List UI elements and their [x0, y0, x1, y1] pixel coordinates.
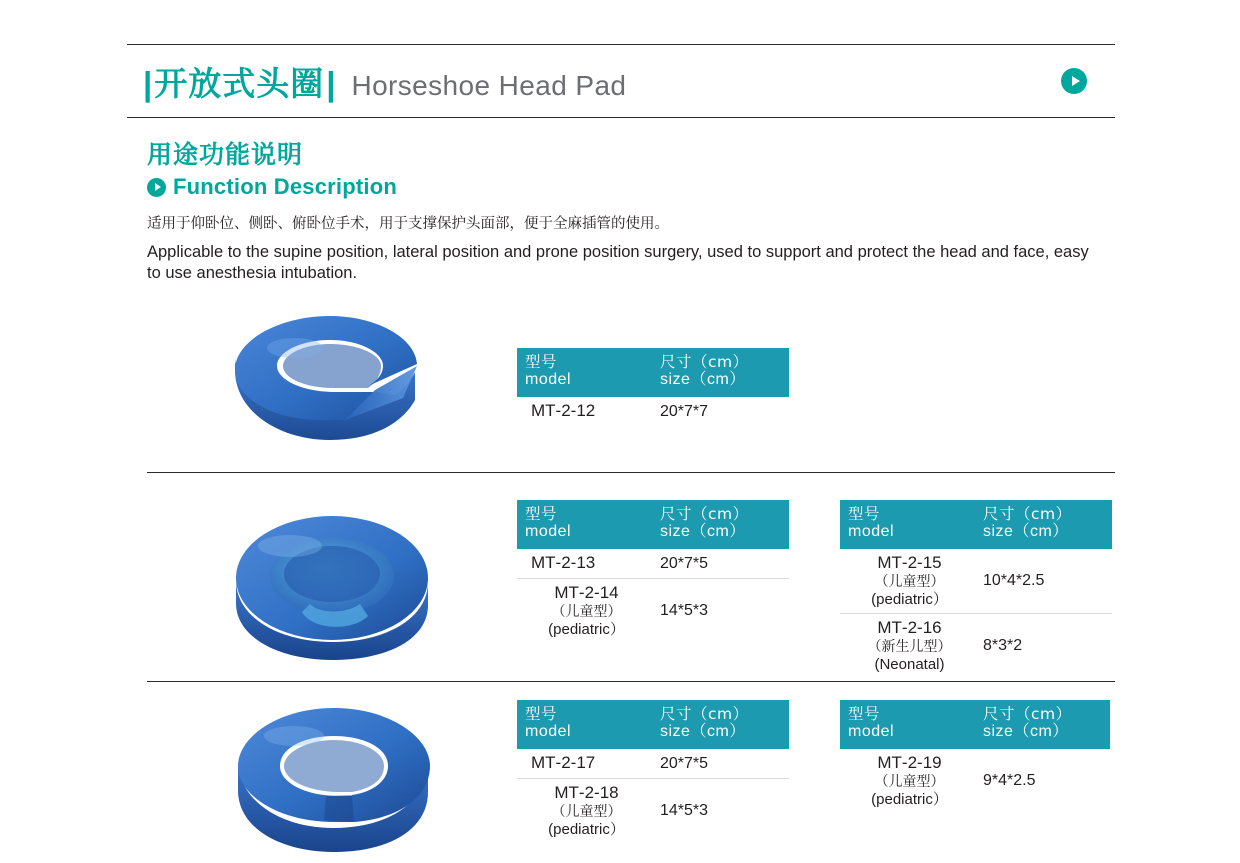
- function-description-body-en: Applicable to the supine position, lateral position and prone position surgery, used to support and protect the head and face, easy to use anesthesia intubation.: [147, 243, 1089, 282]
- cell-model: MT‑2‑13: [517, 549, 652, 578]
- header-model-cn: 型号: [525, 705, 558, 723]
- header-size-en: size（cm）: [983, 523, 1069, 541]
- header-cell-model: [840, 700, 975, 749]
- play-circle-small-icon: [147, 178, 166, 197]
- header-model-cn: 型号: [848, 505, 881, 523]
- table-row: [840, 614, 1112, 679]
- cell-size: 14*5*3: [660, 601, 709, 619]
- header-cell-size: [652, 700, 789, 749]
- header-size-cn: 尺寸（cm）: [660, 705, 749, 723]
- table-header-row: [840, 700, 1110, 749]
- header-model-en: model: [848, 723, 895, 741]
- cell-model-cn: （儿童型）: [551, 803, 622, 820]
- cell-model-en: (pediatric）: [548, 820, 625, 838]
- function-description-block: [147, 140, 1107, 284]
- header-size-cn: 尺寸（cm）: [660, 353, 749, 371]
- cell-model-code: MT‑2‑15: [877, 553, 942, 573]
- header-cell-model: [517, 348, 652, 397]
- cell-size: 9*4*2.5: [983, 772, 1036, 790]
- function-description-heading-en: Function Description: [173, 174, 397, 199]
- table-row: [517, 397, 789, 426]
- header-model-en: model: [525, 723, 572, 741]
- table-row: [517, 778, 789, 843]
- header-cell-model: [840, 500, 975, 549]
- cell-model: [840, 749, 975, 813]
- header-cell-size: [652, 500, 789, 549]
- header-size-en: size（cm）: [660, 371, 746, 389]
- cell-model: [840, 614, 975, 679]
- header-model-cn: 型号: [848, 705, 881, 723]
- header-cell-model: [517, 500, 652, 549]
- cell-model: [840, 549, 975, 614]
- cell-size: 20*7*5: [652, 549, 789, 578]
- cell-model: [517, 578, 652, 643]
- cell-model: [517, 778, 652, 843]
- size-table-3a: [517, 700, 789, 843]
- table-header-row: [517, 700, 789, 749]
- header-play-button[interactable]: [1061, 68, 1087, 94]
- cell-model-cn: （儿童型）: [874, 573, 945, 590]
- section-divider-2: [147, 681, 1115, 682]
- header-size-cn: 尺寸（cm）: [660, 505, 749, 523]
- cell-model-cn: （新生儿型）: [867, 639, 952, 655]
- header-model-cn: 型号: [525, 505, 558, 523]
- page-title: [127, 58, 1061, 105]
- cell-model-code: MT‑2‑19: [877, 753, 942, 773]
- header-cell-size: [975, 500, 1112, 549]
- table-header-row: [840, 500, 1112, 549]
- function-description-heading-en-row: [147, 174, 1107, 200]
- cell-model-code: MT‑2‑18: [554, 782, 619, 802]
- table-row: [840, 549, 1112, 614]
- cell-size: 14*5*3: [660, 801, 709, 819]
- cell-model-code: MT‑2‑14: [554, 582, 619, 602]
- header-model-en: model: [525, 371, 572, 389]
- header-size-cn: 尺寸（cm）: [983, 505, 1072, 523]
- table-header-row: [517, 348, 789, 397]
- section-divider-1: [147, 472, 1115, 473]
- cell-model-en: (pediatric）: [548, 620, 625, 638]
- function-description-heading-cn: 用途功能说明: [147, 140, 304, 169]
- size-table-1: [517, 348, 789, 426]
- cell-model: MT‑2‑17: [517, 749, 652, 778]
- page-header: [127, 44, 1115, 118]
- title-pipe-left: |: [143, 64, 153, 102]
- product-image-2: [228, 500, 443, 665]
- function-description-body-cn: 适用于仰卧位、侧卧、俯卧位手术，用于支撑保护头面部，便于全麻插管的使用。: [147, 216, 669, 232]
- header-size-en: size（cm）: [983, 723, 1069, 741]
- cell-model-code: MT‑2‑16: [877, 618, 942, 638]
- header-model-en: model: [525, 523, 572, 541]
- cell-size: 20*7*7: [660, 402, 709, 420]
- title-pipe-right: |: [326, 64, 336, 102]
- header-size-en: size（cm）: [660, 723, 746, 741]
- header-cell-model: [517, 700, 652, 749]
- header-cell-size: [652, 348, 789, 397]
- header-size-cn: 尺寸（cm）: [983, 705, 1072, 723]
- cell-size: 10*4*2.5: [975, 549, 1112, 614]
- play-circle-icon: [1061, 68, 1087, 94]
- cell-model-cn: （儿童型）: [874, 773, 945, 790]
- cell-model-en: (Neonatal): [874, 656, 945, 674]
- cell-size: 20*7*5: [652, 749, 789, 778]
- size-table-2b: [840, 500, 1112, 678]
- cell-model-cn: （儿童型）: [551, 603, 622, 620]
- size-table-2a: [517, 500, 789, 643]
- table-row: [517, 578, 789, 643]
- table-row: [517, 749, 789, 778]
- title-chinese: 开放式头圈: [154, 63, 325, 103]
- header-model-en: model: [848, 523, 895, 541]
- header-cell-size: [975, 700, 1110, 749]
- title-english: Horseshoe Head Pad: [351, 69, 627, 101]
- product-image-1: [225, 300, 440, 460]
- cell-model-en: (pediatric）: [871, 590, 948, 608]
- cell-model-en: (pediatric）: [871, 790, 948, 808]
- table-row: [517, 549, 789, 578]
- header-size-en: size（cm）: [660, 523, 746, 541]
- size-table-3b: [840, 700, 1110, 813]
- cell-size: 8*3*2: [983, 637, 1023, 655]
- table-header-row: [517, 500, 789, 549]
- header-model-cn: 型号: [525, 353, 558, 371]
- product-image-3: [228, 700, 443, 860]
- table-row: [840, 749, 1110, 813]
- cell-model: MT‑2‑12: [531, 401, 596, 421]
